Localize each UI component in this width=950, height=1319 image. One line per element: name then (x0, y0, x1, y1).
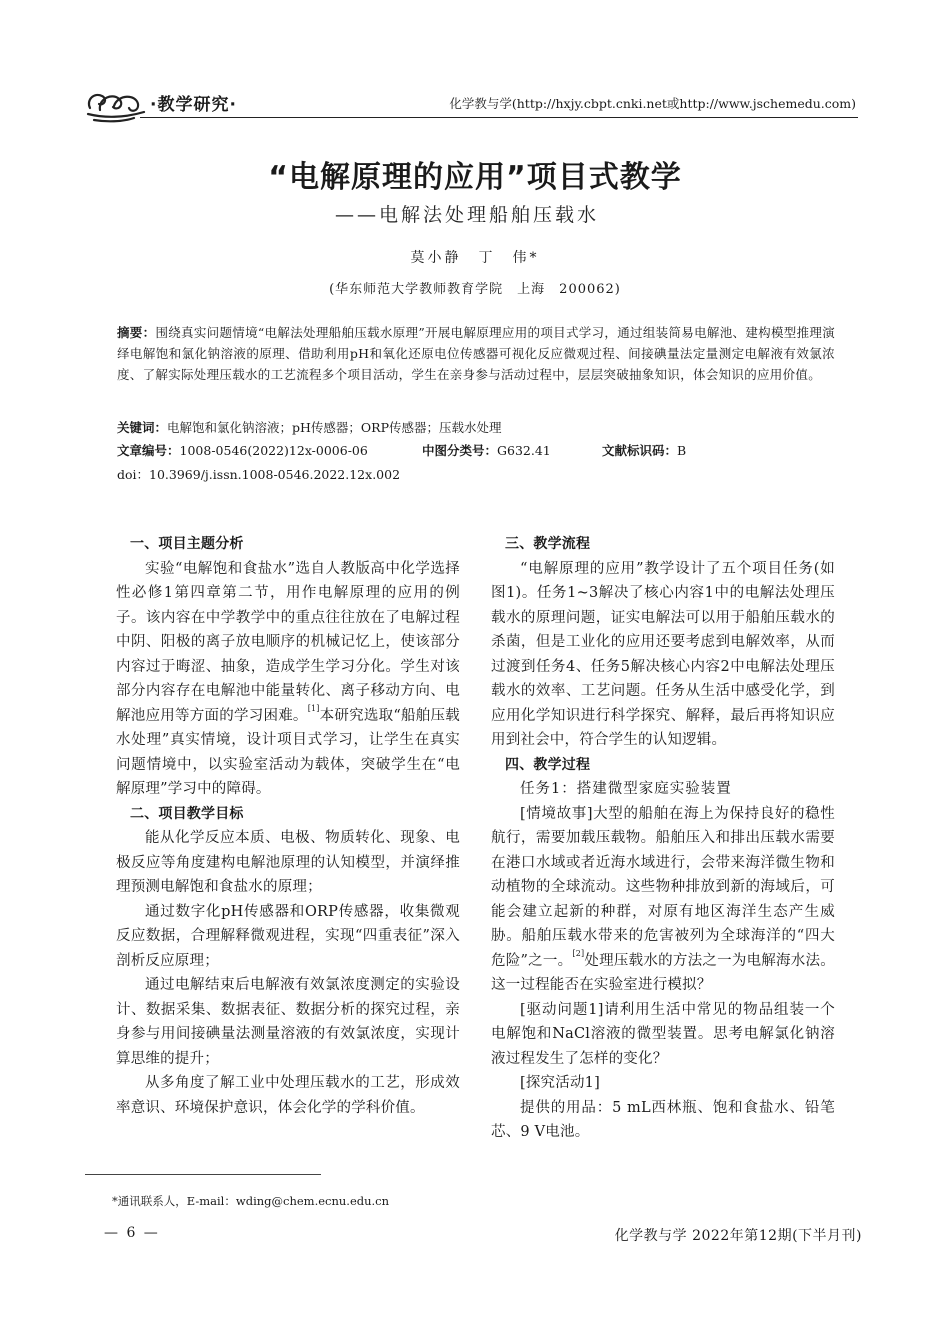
section-heading-1: 一、项目主题分析 (130, 536, 244, 552)
paragraph (491, 802, 835, 998)
article-number-value: 1008-0546(2022)12x-0006-06 (179, 443, 368, 458)
reference-2: [2] (572, 948, 585, 958)
journal-site-header: 化学教与学(http://hxjy.cbpt.cnki.net或http://www.jschemedu.com) (449, 96, 856, 111)
section-heading-4: 四、教学过程 (505, 756, 591, 773)
document-code-label: 文献标识码： (602, 443, 678, 458)
left-column (116, 532, 460, 1120)
section-heading-3: 三、教学流程 (505, 536, 591, 552)
abstract-text: 围绕真实问题情境“电解法处理船舶压载水原理”开展电解原理应用的项目式学习，通过组装简易电解池、建构模型推理演绎电解饱和氯化钠溶液的原理、借助利用pH和氧化还原电位传感器可视化反应微观过程、间接碘量法定量测定电解液有效氯浓度、了解实际处理压载水的工艺流程多个项目活动，学生在亲身参与活动过程中，层层突破抽象知识，体会知识的应用价值。 (117, 325, 835, 382)
page-number: — 6 — (104, 1225, 160, 1241)
document-code-value: B (677, 443, 687, 458)
document-code (602, 441, 686, 459)
paragraph-text: [情境故事]大型的船舶在海上为保持良好的稳性航行，需要加载压载物。船舶压入和排出压载水需要在港口水域或者近海水域进行，会带来海洋微生物和动植物的全球流动。这些物种排放到新的海域后，可能会建立起新的种群，对原有地区海洋生态产生威胁。船舶压载水带来的危害被列为全球海洋的“四大危险”之一。 (491, 805, 835, 969)
paragraph-text: 实验“电解饱和食盐水”选自人教版高中化学选择性必修1第四章第二节，用作电解原理的应用的例子。该内容在中学教学中的重点往往放在了电解过程中阴、阳极的离子放电顺序的机械记忆上，使该部分内容过于晦涩、抽象，造成学生学习分化。学生对该部分内容存在电解池中能量转化、离子移动方向、电解池应用等方面的学习困难。 (116, 560, 460, 724)
paragraph: 能从化学反应本质、电极、物质转化、现象、电极反应等角度建构电解池原理的认知模型，并演绎推理预测电解饱和食盐水的原理； (116, 830, 460, 895)
article-subtitle: ——电解法处理船舶压载水 (335, 204, 600, 226)
task-heading: 任务1：搭建微型家庭实验装置 (520, 781, 732, 797)
article-number (117, 441, 368, 459)
right-column (491, 532, 835, 1145)
keywords (117, 418, 502, 436)
abstract-label: 摘要： (117, 325, 156, 340)
paragraph-text: 本研究选取“船舶压载水处理”真实情境，设计项目式学习，让学生在真实问题情境中，以实验室活动为载体，突破学生在“电解原理”学习中的障碍。 (116, 707, 460, 797)
article-number-label: 文章编号： (117, 443, 180, 458)
doi: doi：10.3969/j.issn.1008-0546.2022.12x.002 (117, 467, 401, 482)
paragraph: 从多角度了解工业中处理压载水的工艺，形成效率意识、环境保护意识，体会化学的学科价值。 (116, 1075, 460, 1116)
authors: 莫小静 丁 伟* (410, 250, 540, 266)
footer-journal: 化学教与学 2022年第12期(下半月刊) (614, 1228, 862, 1244)
journal-logo-icon (84, 84, 146, 124)
paragraph: 通过电解结束后电解液有效氯浓度测定的实验设计、数据采集、数据表征、数据分析的探究过程，亲身参与用间接碘量法测量溶液的有效氯浓度，实现计算思维的提升； (116, 977, 460, 1067)
affiliation: (华东师范大学教师教育学院 上海 200062) (329, 282, 621, 297)
paragraph: 提供的用品：5 mL西林瓶、饱和食盐水、铅笔芯、9 V电池。 (491, 1099, 835, 1140)
paragraph (116, 557, 460, 802)
abstract (117, 322, 835, 385)
paragraph: [探究活动1] (520, 1075, 600, 1091)
paragraph: 通过数字化pH传感器和ORP传感器，收集微观反应数据，合理解释微观进程，实现“四重表征”深入剖析反应原理； (116, 903, 460, 969)
section-tag: ·教学研究· (150, 95, 237, 115)
header-divider (140, 117, 858, 118)
clc-value: G632.41 (497, 443, 551, 458)
clc-number (422, 441, 551, 459)
keywords-label: 关键词： (117, 420, 168, 435)
paragraph-text: 处理压载水的方法之一为电解海水法。这一过程能否在实验室进行模拟？ (491, 952, 835, 993)
reference-1: [1] (307, 703, 320, 713)
paragraph: “电解原理的应用”教学设计了五个项目任务(如图1)。任务1~3解决了核心内容1中的电解法处理压载水的原理问题，证实电解法可以用于船舶压载水的杀菌，但是工业化的应用还要考虑到电解效率，从而过渡到任务4、任务5解决核心内容2中电解法处理压载水的效率、工艺问题。任务从生活中感受化学，到应用化学知识进行科学探究、解释，最后再将知识应用到社会中，符合学生的认知逻辑。 (491, 560, 835, 748)
article-title: “电解原理的应用”项目式教学 (268, 160, 682, 195)
keywords-text: 电解饱和氯化钠溶液；pH传感器；ORP传感器；压载水处理 (167, 420, 502, 435)
section-heading-2: 二、项目教学目标 (130, 805, 244, 822)
footnote-divider (85, 1174, 321, 1175)
clc-label: 中图分类号： (422, 443, 498, 458)
footnote: *通讯联系人，E-mail：wding@chem.ecnu.edu.cn (112, 1194, 390, 1208)
paragraph: [驱动问题1]请利用生活中常见的物品组装一个电解饱和NaCl溶液的微型装置。思考电解氯化钠溶液过程发生了怎样的变化？ (491, 1001, 835, 1067)
